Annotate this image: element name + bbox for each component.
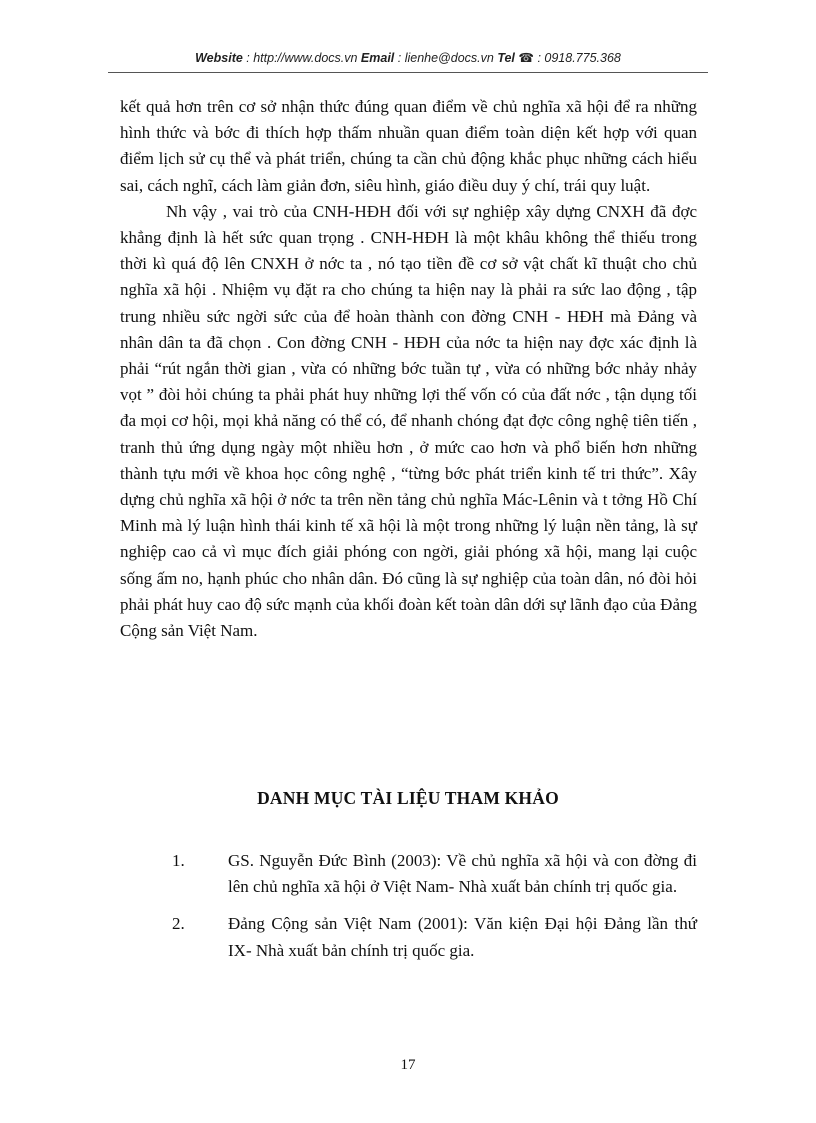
page-number: 17 [400, 1057, 416, 1073]
reference-number: 2. [172, 914, 185, 934]
body-text [120, 94, 697, 644]
reference-text: GS. Nguyễn Đức Bình (2003): Về chủ nghĩa xã hội và con đờng đi lên chủ nghĩa xã hội ở Việt Nam- Nhà xuất bản chính trị quốc gia. [228, 851, 697, 897]
references-title: DANH MỤC TÀI LIỆU THAM KHẢO [257, 788, 559, 808]
email-label: Email [360, 51, 395, 65]
reference-number: 1. [172, 851, 185, 870]
website-label: Website [195, 51, 243, 65]
reference-item [120, 848, 697, 900]
page-header [0, 50, 816, 65]
reference-item [120, 911, 697, 963]
email-value: : lienhe@docs.vn [394, 51, 498, 65]
tel-value: : 0918.775.368 [533, 51, 621, 65]
references-list [120, 848, 697, 975]
phone-icon: ☎ [518, 51, 534, 65]
paragraph-continuation: kết quả hơn trên cơ sở nhận thức đúng quan điểm về chủ nghĩa xã hội để ra những hình thức và bớc đi thích hợp thấm nhuần quan điểm toàn diện kết hợp với quan điểm lịch sử cụ thể và phát triển, chúng ta cần chủ động khắc phục những cách hiểu sai, cách nghĩ, cách làm giản đơn, siêu hình, giáo điều duy ý chí, trái quy luật. [120, 97, 697, 195]
header-divider [108, 72, 708, 73]
paragraph-main: Nh vậy , vai trò của CNH-HĐH đối với sự nghiệp xây dựng CNXH đã đợc khẳng định là hết sức quan trọng . CNH-HĐH là một khâu không thể thiếu trong thời kì quá độ lên CNXH ở nớc ta , nó tạo tiền đề cơ sở vật chất kĩ thuật cho chủ nghĩa xã hội . Nhiệm vụ đặt ra cho chúng ta hiện nay là phải ra sức lao động , tập trung nhiều sức ngời sức của để hoàn thành con đờng CNH - HĐH mà Đảng và nhân dân ta đã chọn . Con đờng CNH - HĐH của nớc ta hiện nay đợc xác định là phải “rút ngắn thời gian , vừa có những bớc tuần tự , vừa có những bớc nhảy nhảy vọt ” đòi hỏi chúng ta phải phát huy những lợi thế vốn có của đất nớc , tận dụng tối đa mọi cơ hội, mọi khả năng có thể có, để nhanh chóng đạt đợc công nghệ tiên tiến , tranh thủ ứng dụng ngày một nhiều hơn , ở mức cao hơn và phổ biến hơn những thành tựu mới về khoa học công nghệ , “từng bớc phát triển kinh tế tri thức”. Xây dựng chủ nghĩa xã hội ở nớc ta trên nền tảng chủ nghĩa Mác-Lênin và t tởng Hồ Chí Minh mà lý luận hình thái kinh tế xã hội là một trong những lý luận nền tảng, là sự nghiệp cao cả vì mục đích giải phóng con ngời, giải phóng xã hội, mang lại cuộc sống ấm no, hạnh phúc cho nhân dân. Đó cũng là sự nghiệp của toàn dân, nó đòi hỏi phải phát huy cao độ sức mạnh của khối đoàn kết toàn dân dới sự lãnh đạo của Đảng Cộng sản Việt Nam. [120, 201, 697, 641]
tel-label: Tel [497, 51, 515, 65]
reference-text: Đảng Cộng sản Việt Nam (2001): Văn kiện Đại hội Đảng lần thứ IX- Nhà xuất bản chính trị quốc gia. [228, 914, 697, 960]
website-value: : http://www.docs.vn [242, 51, 361, 65]
